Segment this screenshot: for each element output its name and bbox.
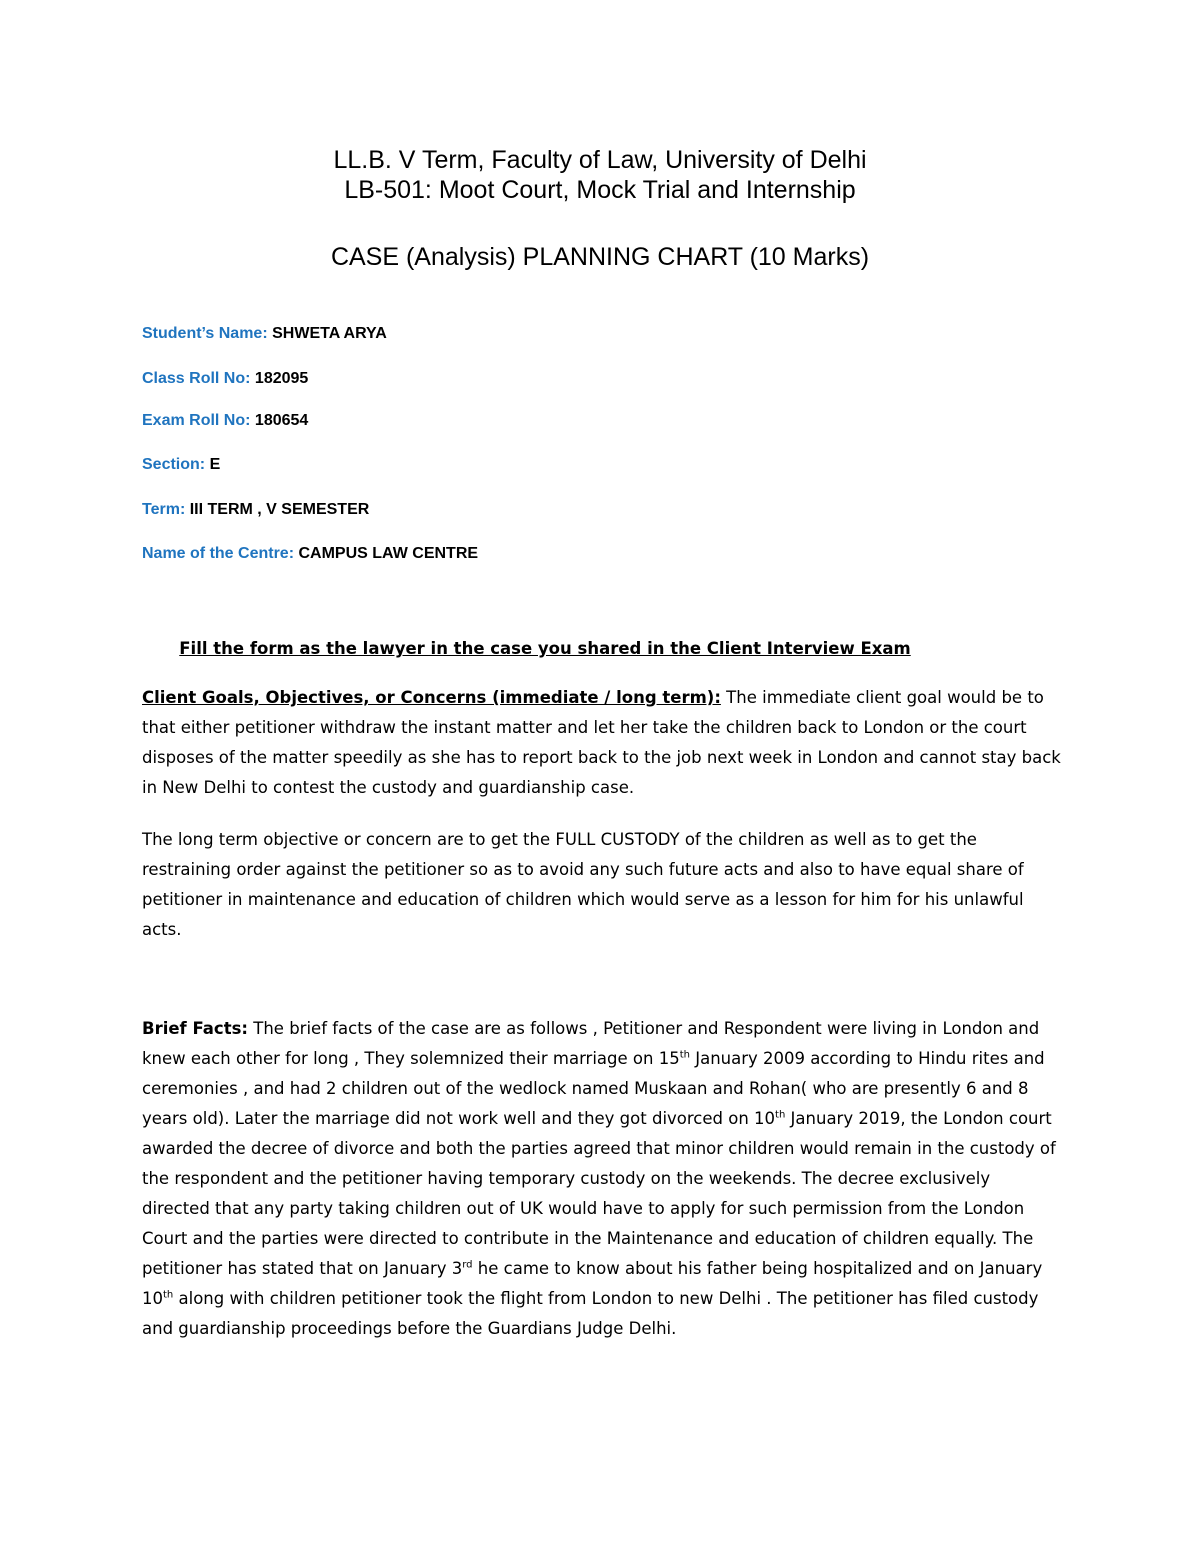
term-row <box>142 500 369 520</box>
course-header: LL.B. V Term, Faculty of Law, University of Delhi <box>333 146 867 174</box>
class-roll-value: 182095 <box>254 370 309 387</box>
long-term-section <box>142 825 1062 945</box>
brief-facts-text-5: along with children petitioner took the flight from London to new Delhi . The petitioner has filed custody and guardianship proceedings before the Guardians Judge Delhi. <box>142 1289 1039 1338</box>
brief-facts-text-1: The brief facts of the case are as follows , Petitioner and Respondent were living in London and knew each other for long , They solemnized their marriage on 15 <box>142 1019 1040 1068</box>
brief-facts-text-3: January 2019, the London court awarded the decree of divorce and both the parties agreed that minor children would remain in the custody of the respondent and the petitioner having temporary custody on the weekends. The decree exclusively directed that any party taking children out of UK would have to apply for such permission from the London Court and the parties were directed to contribute in the Maintenance and education of children equally. The petitioner has stated that on January 3 <box>142 1109 1056 1278</box>
ordinal-suffix: rd <box>462 1259 473 1271</box>
term-value: III TERM , V SEMESTER <box>189 501 370 518</box>
form-instruction: Fill the form as the lawyer in the case you shared in the Client Interview Exam <box>179 639 911 658</box>
course-code-header: LB-501: Moot Court, Mock Trial and Internship <box>344 176 856 204</box>
ordinal-suffix: th <box>163 1289 174 1301</box>
ordinal-suffix: th <box>679 1049 690 1061</box>
brief-facts-text-4: he came to know about his father being hospitalized and on January 10 <box>142 1259 1043 1308</box>
exam-roll-value: 180654 <box>254 412 309 429</box>
brief-facts-text-2: January 2009 according to Hindu rites and ceremonies , and had 2 children out of the wedlock named Muskaan and Rohan( who are presently 6 and 8 years old). Later the marriage did not work well and they got divorced on 10 <box>142 1049 1045 1128</box>
centre-row <box>142 544 478 564</box>
brief-facts-section <box>142 1014 1062 1344</box>
client-goals-section <box>142 683 1062 803</box>
student-name-label: Student’s Name: <box>142 325 268 342</box>
client-goals-immediate-text: The immediate client goal would be to that either petitioner withdraw the instant matter and let her take the children back to London or the court disposes of the matter speedily as she has to report back to the job next week in London and cannot stay back in New Delhi to contest the custody and guardianship case. <box>142 688 1061 797</box>
section-label: Section: <box>142 456 206 473</box>
client-goals-long-term-text: The long term objective or concern are to get the FULL CUSTODY of the children as well as to get the restraining order against the petitioner so as to avoid any such future acts and also to have equal share of petitioner in maintenance and education of children which would serve as a lesson for him for his unlawful acts. <box>142 830 1024 939</box>
chart-title: CASE (Analysis) PLANNING CHART (10 Marks) <box>330 243 870 271</box>
section-value: E <box>209 456 221 473</box>
centre-value: CAMPUS LAW CENTRE <box>298 545 479 562</box>
ordinal-suffix: th <box>775 1109 786 1121</box>
exam-roll-label: Exam Roll No: <box>142 412 251 429</box>
student-name-row <box>142 324 387 344</box>
brief-facts-heading: Brief Facts: <box>142 1019 249 1038</box>
exam-roll-row <box>142 411 308 431</box>
term-label: Term: <box>142 501 186 518</box>
centre-label: Name of the Centre: <box>142 545 295 562</box>
section-row <box>142 455 220 475</box>
student-name-value: SHWETA ARYA <box>272 325 387 342</box>
brief-facts-paragraph <box>142 1014 1062 1344</box>
class-roll-row <box>142 369 308 389</box>
client-goals-heading: Client Goals, Objectives, or Concerns (immediate / long term): <box>142 688 721 707</box>
class-roll-label: Class Roll No: <box>142 370 251 387</box>
client-goals-paragraph <box>142 683 1062 803</box>
